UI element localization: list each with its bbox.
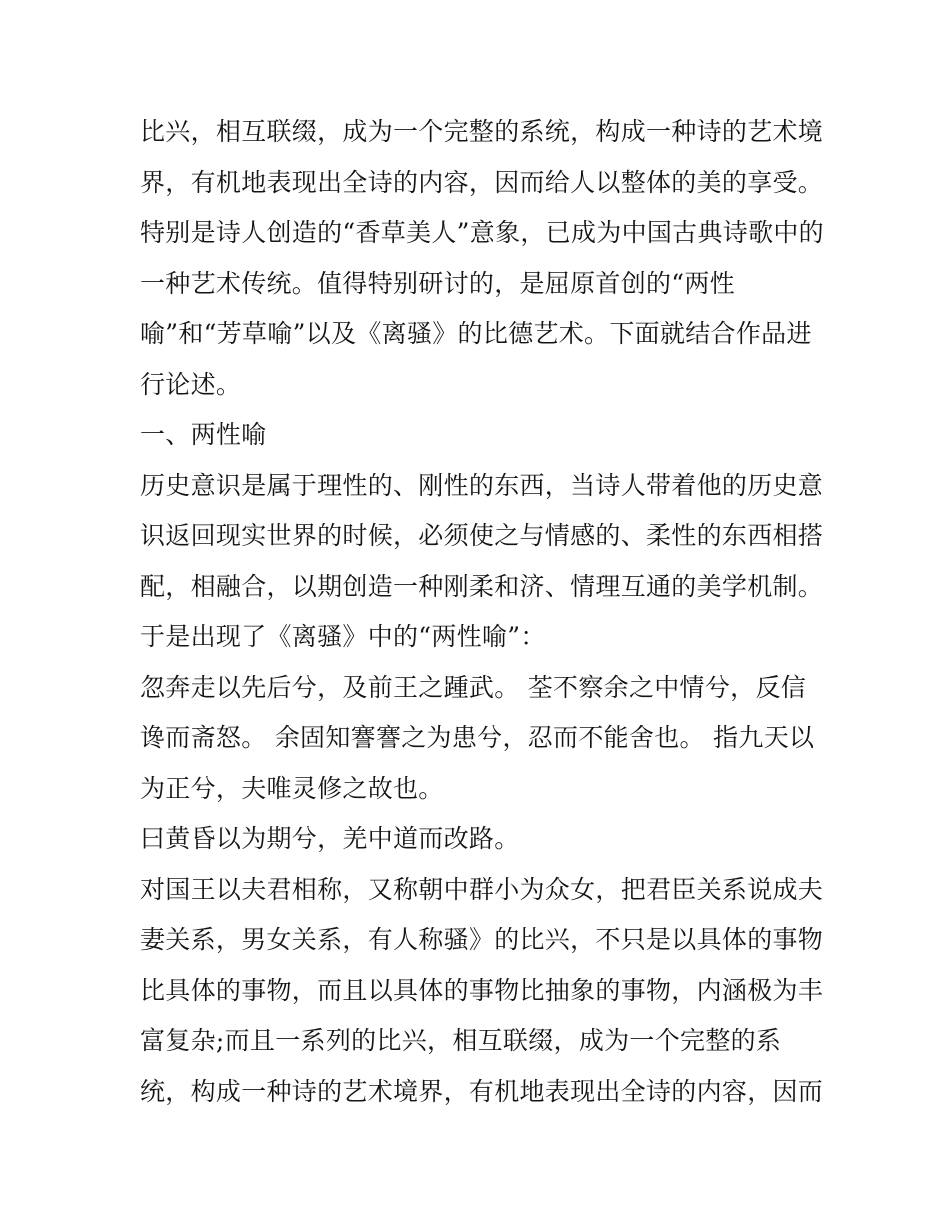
text-line: 妻关系，男女关系，有人称骚》的比兴，不只是以具体的事物	[140, 925, 824, 954]
text-line: 统，构成一种诗的艺术境界，有机地表现出全诗的内容，因而	[140, 1076, 824, 1106]
text-line: 一种艺术传统。值得特别研讨的，是屈原首创的“两性	[140, 268, 735, 298]
quote-line: 为正兮，夫唯灵修之故也。	[140, 773, 444, 803]
text-line: 特别是诗人创造的“香草美人”意象，已成为中国古典诗歌中的	[140, 218, 824, 247]
quote-line: 忽奔走以先后兮，及前王之踵武。 荃不察余之中情兮，反信	[140, 672, 807, 702]
section-heading: 一、两性喻	[140, 420, 267, 449]
text-line: 比兴，相互联缀，成为一个完整的系统，构成一种诗的艺术境	[140, 117, 824, 146]
text-line: 喻”和“芳草喻”以及《离骚》的比德艺术。下面就结合作品进	[140, 319, 812, 348]
text-line: 比具体的事物，而且以具体的事物比抽象的事物，内涵极为丰	[140, 975, 824, 1005]
text-line: 配，相融合，以期创造一种刚柔和济、情理互通的美学机制。	[140, 571, 824, 601]
text-line: 历史意识是属于理性的、刚性的东西，当诗人带着他的历史意	[140, 470, 824, 500]
body-text	[140, 107, 824, 1117]
quote-line: 谗而斋怒。 余固知謇謇之为患兮，忍而不能舍也。 指九天以	[140, 723, 815, 752]
text-line: 识返回现实世界的时候，必须使之与情感的、柔性的东西相搭	[140, 521, 824, 550]
text-line: 界，有机地表现出全诗的内容，因而给人以整体的美的享受。	[140, 167, 824, 197]
text-line: 对国王以夫君相称，又称朝中群小为众女，把君臣关系说成夫	[140, 874, 824, 904]
text-line: 富复杂;而且一系列的比兴，相互联缀，成为一个完整的系	[140, 1026, 782, 1055]
quote-line: 曰黄昏以为期兮，羌中道而改路。	[140, 824, 520, 853]
text-line: 于是出现了《离骚》中的“两性喻”：	[140, 622, 546, 651]
text-line: 行论述。	[140, 369, 242, 399]
